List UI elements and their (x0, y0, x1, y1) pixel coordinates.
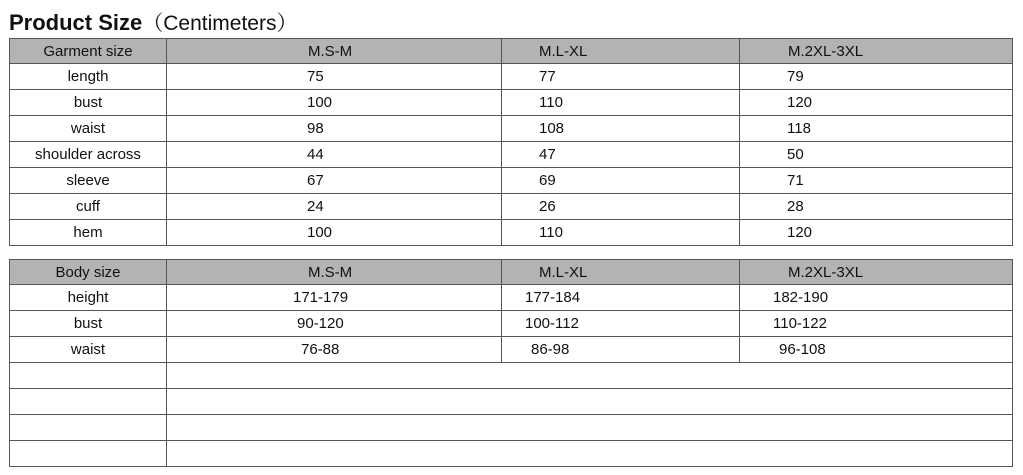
empty-cell (10, 363, 167, 389)
header-cell-label: Body size (10, 260, 167, 285)
table-cell: 67 (167, 168, 502, 194)
table-cell: 26 (502, 194, 740, 220)
table-cell: 110 (502, 90, 740, 116)
table-cell: 86-98 (502, 337, 740, 363)
header-cell-label: Garment size (10, 39, 167, 64)
header-cell-size: M.2XL-3XL (740, 260, 1013, 285)
table-cell: 69 (502, 168, 740, 194)
table-cell: 118 (740, 116, 1013, 142)
table-cell: 79 (740, 64, 1013, 90)
header-cell-size: M.S-M (167, 260, 502, 285)
page-title (9, 8, 297, 38)
empty-table-row (10, 363, 1013, 389)
header-cell-size: M.L-XL (502, 260, 740, 285)
table-row (10, 116, 1013, 142)
row-label: shoulder across (10, 142, 167, 168)
table-row (10, 194, 1013, 220)
row-label: height (10, 285, 167, 311)
table-cell: 100 (167, 220, 502, 246)
table-cell: 108 (502, 116, 740, 142)
garment-size-table (9, 38, 1013, 246)
table-cell: 120 (740, 220, 1013, 246)
table-cell: 24 (167, 194, 502, 220)
row-label: hem (10, 220, 167, 246)
body-size-table (9, 259, 1013, 467)
table-cell: 76-88 (167, 337, 502, 363)
table-cell: 90-120 (167, 311, 502, 337)
empty-cell (10, 415, 167, 441)
table-cell: 47 (502, 142, 740, 168)
table-cell: 182-190 (740, 285, 1013, 311)
table-row (10, 90, 1013, 116)
row-label: sleeve (10, 168, 167, 194)
empty-table-row (10, 389, 1013, 415)
table-cell: 28 (740, 194, 1013, 220)
empty-cell (167, 363, 1013, 389)
table-header-row (10, 260, 1013, 285)
table-cell: 110-122 (740, 311, 1013, 337)
table-row (10, 168, 1013, 194)
table-row (10, 311, 1013, 337)
header-cell-size: M.L-XL (502, 39, 740, 64)
table-cell: 98 (167, 116, 502, 142)
table-cell: 71 (740, 168, 1013, 194)
empty-cell (167, 441, 1013, 467)
table-cell: 50 (740, 142, 1013, 168)
empty-table-row (10, 415, 1013, 441)
table-cell: 171-179 (167, 285, 502, 311)
table-header-row (10, 39, 1013, 64)
page-title-unit: （Centimeters） (142, 12, 298, 35)
empty-table-row (10, 441, 1013, 467)
row-label: length (10, 64, 167, 90)
table-cell: 75 (167, 64, 502, 90)
table-row (10, 285, 1013, 311)
table-cell: 100-112 (502, 311, 740, 337)
table-cell: 96-108 (740, 337, 1013, 363)
table-row (10, 220, 1013, 246)
empty-cell (167, 389, 1013, 415)
table-cell: 44 (167, 142, 502, 168)
table-row (10, 64, 1013, 90)
header-cell-size: M.S-M (167, 39, 502, 64)
table-cell: 177-184 (502, 285, 740, 311)
table-cell: 120 (740, 90, 1013, 116)
table-row (10, 142, 1013, 168)
row-label: bust (10, 90, 167, 116)
table-cell: 77 (502, 64, 740, 90)
empty-cell (167, 415, 1013, 441)
row-label: waist (10, 337, 167, 363)
table-cell: 100 (167, 90, 502, 116)
table-row (10, 337, 1013, 363)
row-label: bust (10, 311, 167, 337)
row-label: waist (10, 116, 167, 142)
row-label: cuff (10, 194, 167, 220)
empty-cell (10, 441, 167, 467)
header-cell-size: M.2XL-3XL (740, 39, 1013, 64)
page-title-main: Product Size (9, 10, 143, 35)
table-cell: 110 (502, 220, 740, 246)
empty-cell (10, 389, 167, 415)
